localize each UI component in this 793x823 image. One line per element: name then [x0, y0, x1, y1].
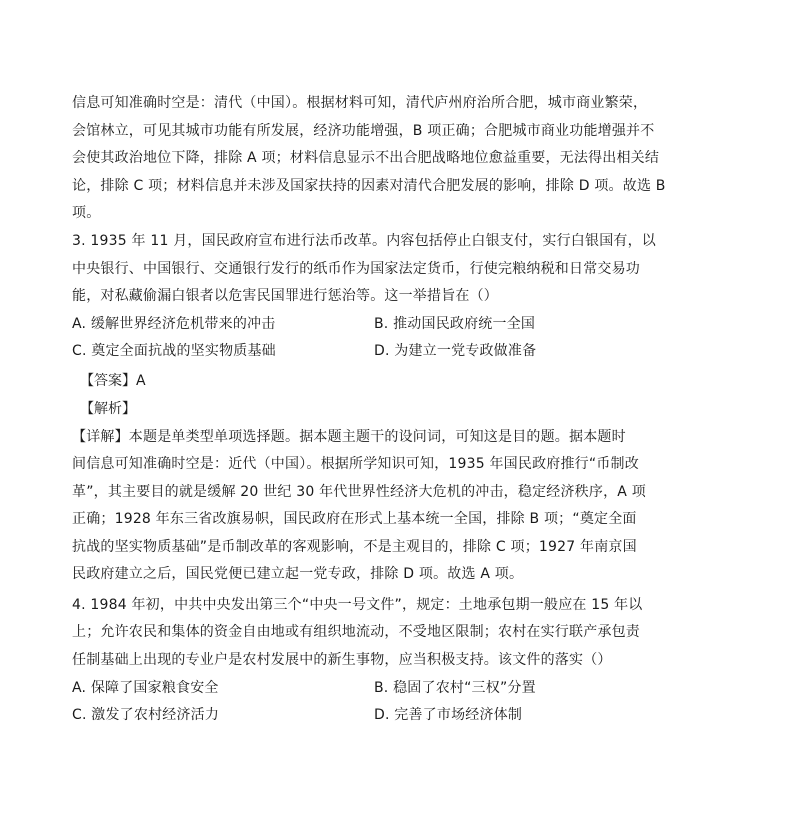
q3-detail-line-4: 正确；1928 年东三省改旗易帜，国民政府在形式上基本统一全国，排除 B 项；“奠定全面	[72, 511, 637, 527]
q4-option-b: B. 稳固了农村“三权”分置	[374, 680, 536, 696]
q4-stem-line-3: 任制基础上出现的专业户是农村发展中的新生事物，应当积极支持。该文件的落实（）	[72, 652, 612, 668]
q3-option-c: C. 奠定全面抗战的坚实物质基础	[72, 343, 276, 359]
q4-option-c: C. 激发了农村经济活力	[72, 707, 220, 723]
q4-stem-line-1: 4. 1984 年初，中共中央发出第三个“中央一号文件”，规定：土地承包期一般应在 15 年以	[72, 597, 643, 613]
q4-stem-line-2: 上；允许农民和集体的资金自由地或有组织地流动，不受地区限制；农村在实行联产承包责	[72, 624, 640, 640]
q3-detail-line-2: 间信息可知准确时空是：近代（中国）。根据所学知识可知，1935 年国民政府推行“币制改	[72, 456, 639, 472]
prev-explanation-line-4: 论，排除 C 项；材料信息并未涉及国家扶持的因素对清代合肥发展的影响，排除 D 项。故选 B	[72, 178, 666, 194]
q3-detail-line-5: 抗战的坚实物质基础”是币制改革的客观影响，不是主观目的，排除 C 项；1927 年南京国	[72, 539, 637, 555]
q3-detail-line-1: 【详解】本题是单类型单项选择题。据本题主题干的设问词，可知这是目的题。据本题时	[72, 429, 626, 445]
q3-answer: 【答案】A	[80, 373, 146, 389]
q3-option-a: A. 缓解世界经济危机带来的冲击	[72, 316, 276, 332]
q3-analysis-label: 【解析】	[80, 401, 136, 417]
q3-stem-line-2: 中央银行、中国银行、交通银行发行的纸币作为国家法定货币，行使完粮纳税和日常交易功	[72, 261, 640, 277]
prev-explanation-line-5: 项。	[72, 205, 101, 221]
q3-stem-line-3: 能，对私藏偷漏白银者以危害民国罪进行惩治等。这一举措旨在（）	[72, 288, 498, 304]
q3-option-b: B. 推动国民政府统一全国	[374, 316, 536, 332]
q3-detail-line-6: 民政府建立之后，国民党便已建立起一党专政，排除 D 项。故选 A 项。	[72, 566, 524, 582]
prev-explanation-line-3: 会使其政治地位下降，排除 A 项；材料信息显示不出合肥战略地位愈益重要，无法得出相关结	[72, 150, 660, 166]
q3-detail-line-3: 革”，其主要目的就是缓解 20 世纪 30 年代世界性经济大危机的冲击，稳定经济秩序，A 项	[72, 484, 646, 500]
prev-explanation-line-1: 信息可知准确时空是：清代（中国）。根据材料可知，清代庐州府治所合肥，城市商业繁荣，	[72, 95, 648, 111]
q3-stem-line-1: 3. 1935 年 11 月，国民政府宣布进行法币改革。内容包括停止白银支付，实行白银国有，以	[72, 233, 656, 249]
q4-option-d: D. 完善了市场经济体制	[374, 707, 523, 723]
q3-option-d: D. 为建立一党专政做准备	[374, 343, 537, 359]
prev-explanation-line-2: 会馆林立，可见其城市功能有所发展，经济功能增强，B 项正确；合肥城市商业功能增强并不	[72, 123, 655, 139]
q4-option-a: A. 保障了国家粮食安全	[72, 680, 219, 696]
